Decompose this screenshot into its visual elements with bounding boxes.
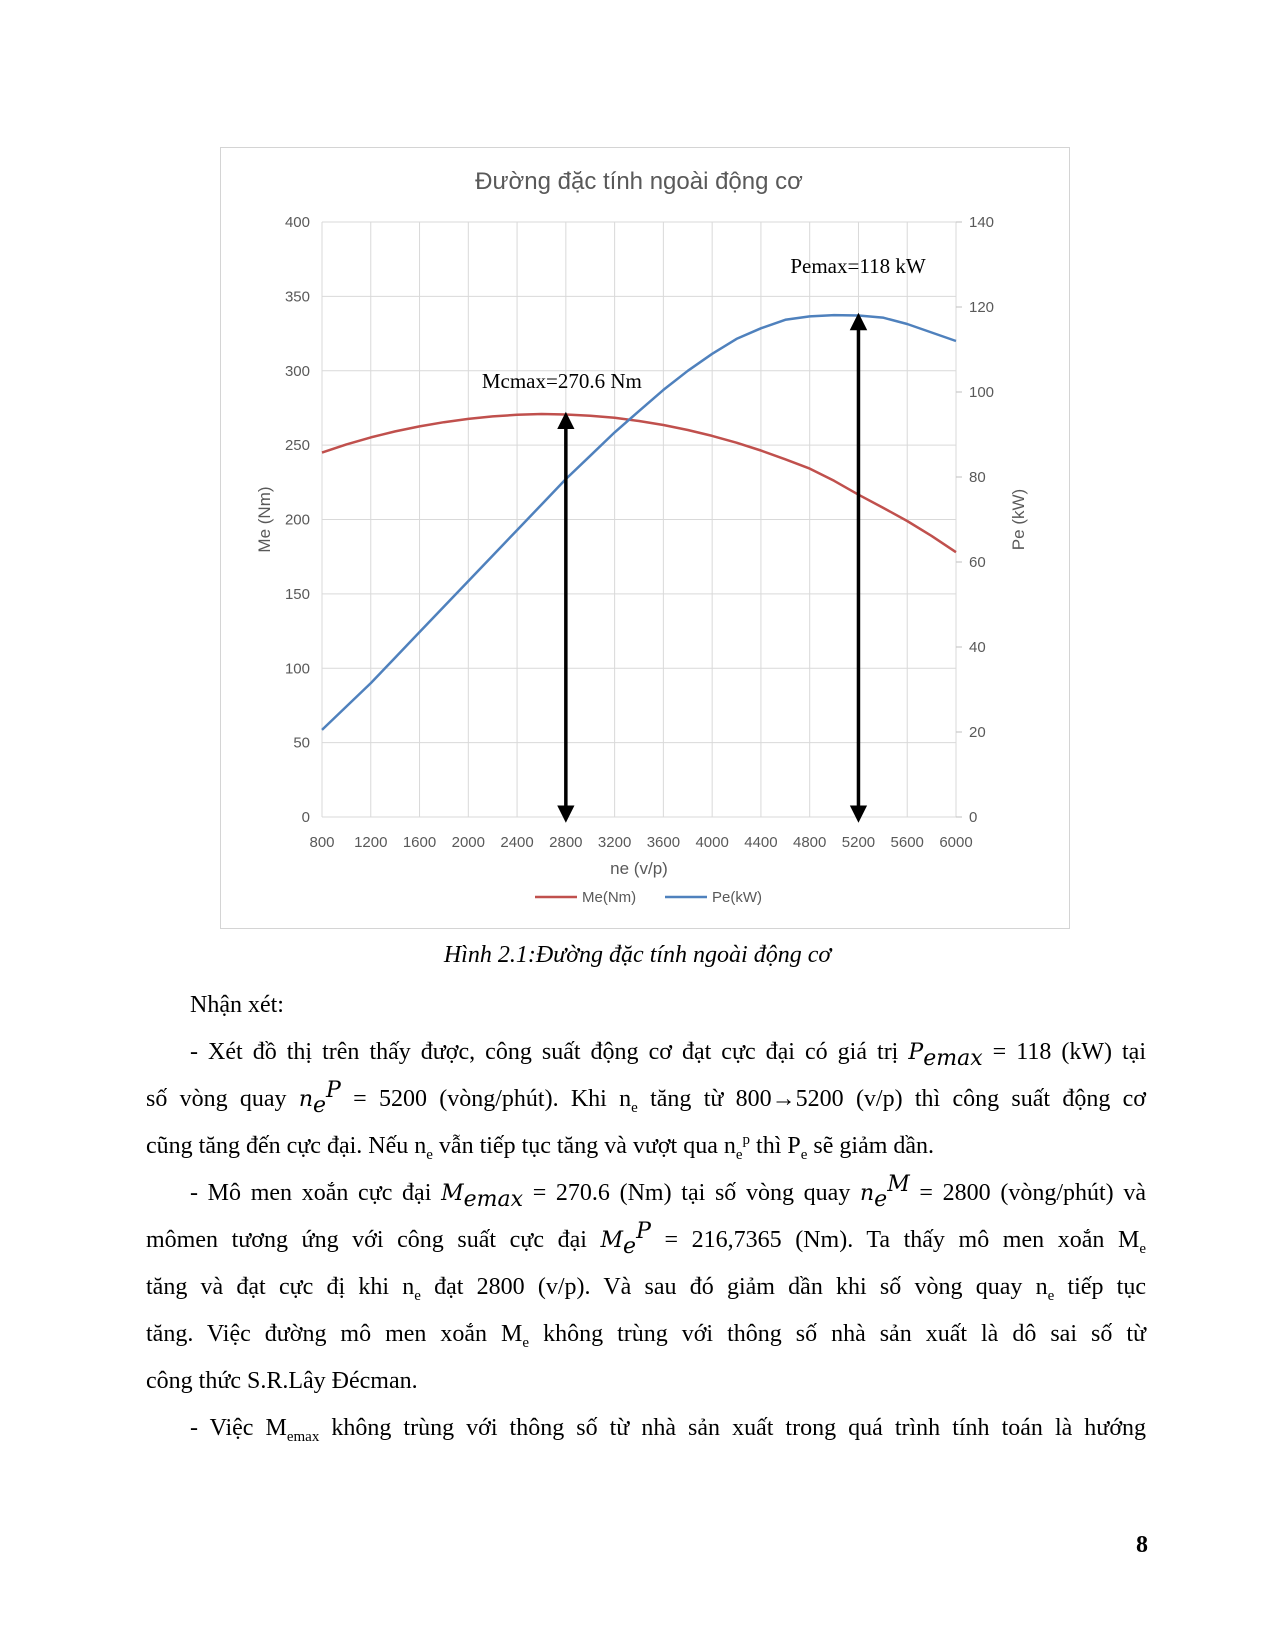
x-tick-label: 4400 [744, 834, 778, 851]
y-tick-label: 400 [284, 214, 310, 231]
paragraph-torque: - Mô men xoắn cực đại $M_{emax} = 270.6$ (Nm) tại số vòng quay $n_e^M = 2800$ (vòng/phút) và mômen tương ứng với công suất cực đại $M_e^P = 216,7365$ (Nm). Ta thấy mô men xoắn $M_e$ tăng và đạt cực đị khi $n_e$ đạt 2800 (v/p). Và sau đó giảm dần khi số vòng quay $n_e$ tiếp tục tăng. Việc đường mô men xoắn $M_e$ không trùng với thông số nhà sản xuất là dô sai số từ công thức S.R.Lây Đécman. [146, 1172, 1146, 1394]
y2-tick-label: 0 [969, 809, 978, 826]
y2-tick-label: 140 [969, 214, 995, 231]
y-tick-label: 250 [284, 437, 310, 455]
x-tick-label: 3200 [597, 834, 632, 851]
y2-axis-label: Pe (kW) [1009, 488, 1028, 551]
y2-tick-label: 100 [969, 384, 995, 401]
y-tick-label: 50 [293, 734, 310, 752]
x-tick-label: 800 [309, 834, 335, 851]
x-tick-label: 4800 [793, 834, 827, 851]
y-tick-label: 150 [284, 585, 310, 603]
x-tick-label: 6000 [939, 834, 973, 851]
y2-tick-label: 60 [969, 554, 986, 571]
x-tick-label: 2000 [451, 834, 485, 851]
x-tick-label: 5600 [890, 834, 924, 851]
annotation-label-pe: Pemax=118 kW [790, 254, 926, 278]
annotation-label-me: Mcmax=270.6 Nm [481, 369, 642, 393]
y-tick-label: 350 [284, 288, 310, 306]
x-tick-label: 1200 [354, 834, 388, 851]
series-line-me [322, 414, 956, 552]
y-tick-label: 300 [284, 362, 310, 380]
legend-label-pe: Pe(kW) [712, 889, 762, 906]
y-tick-label: 200 [284, 511, 310, 529]
y-axis-label: Me (Nm) [255, 486, 274, 553]
x-tick-label: 5200 [841, 834, 876, 851]
x-tick-label: 1600 [402, 834, 437, 851]
x-tick-label: 2800 [549, 834, 583, 851]
chart-title: Đường đặc tính ngoài động cơ [475, 168, 803, 195]
x-tick-label: 3600 [646, 834, 681, 851]
page-number: 8 [1136, 1532, 1148, 1558]
y-tick-label: 0 [301, 809, 310, 826]
x-tick-label: 2400 [500, 834, 534, 851]
y2-tick-label: 20 [969, 724, 986, 741]
x-axis-label: ne (v/p) [610, 859, 668, 878]
y-tick-label: 100 [284, 660, 310, 678]
y2-tick-label: 120 [969, 299, 995, 316]
y2-tick-label: 80 [969, 469, 986, 486]
remark-heading: Nhận xét: [190, 992, 284, 1018]
y2-tick-label: 40 [969, 639, 986, 656]
paragraph-memax: - Việc $M_{emax}$ không trùng với thông số từ nhà sản xuất trong quá trình tính toán là hướng [190, 1415, 1147, 1445]
x-tick-label: 4000 [695, 834, 729, 851]
figure-caption: Hình 2.1:Đường đặc tính ngoài động cơ [443, 942, 832, 968]
paragraph-power: - Xét đồ thị trên thấy được, công suất động cơ đạt cực đại có giá trị $P_{emax} = 118$ (kW) tại số vòng quay $n_e^P = 5200$ (vòng/phút). Khi $n_e$ tăng từ 800→5200 (v/p) thì công suất động cơ cũng tăng đến cực đại. Nếu $n_e$ vẫn tiếp tục tăng và vượt qua $n_e^p$ thì $P_e$ sẽ giảm dần. [146, 1039, 1147, 1163]
legend-label-me: Me(Nm) [582, 889, 637, 906]
